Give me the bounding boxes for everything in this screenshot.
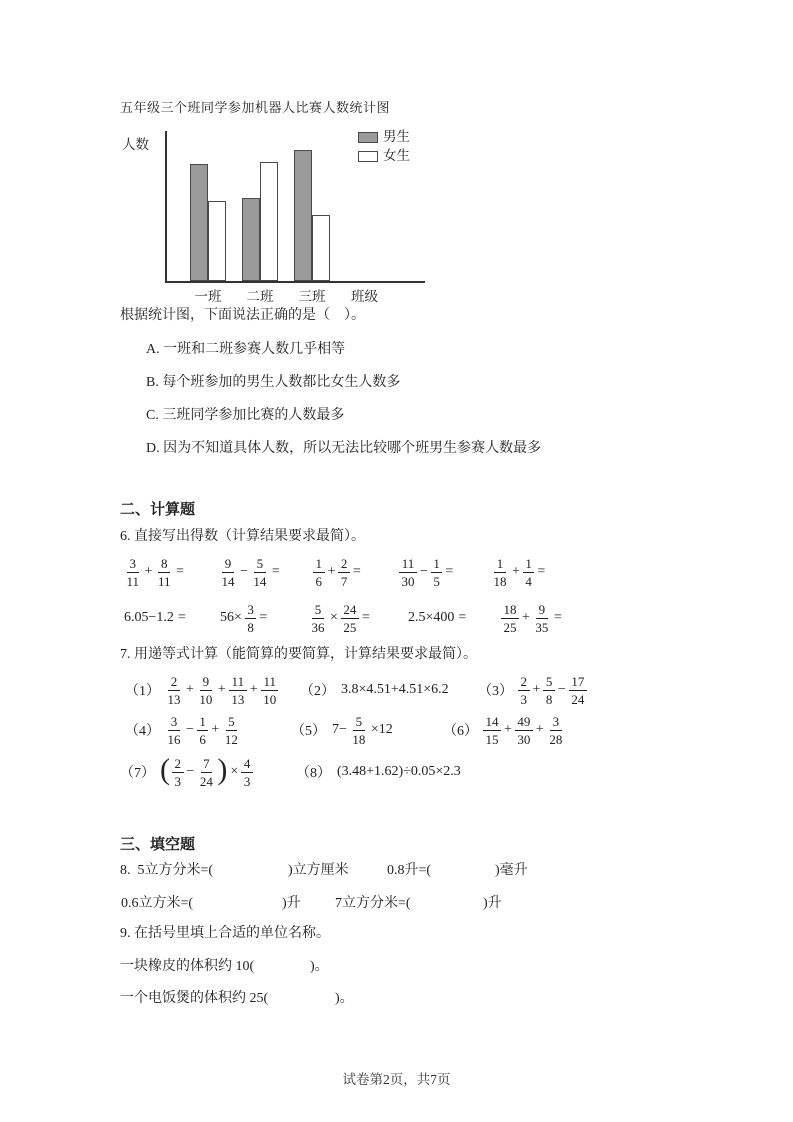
numbered-expression	[120, 752, 254, 792]
option-b: B. 每个班参加的男生人数都比女生人数多	[146, 375, 401, 390]
numbered-expression	[125, 712, 241, 748]
denominator: 3	[243, 773, 251, 789]
fraction	[155, 557, 173, 588]
math-text: =	[537, 564, 546, 579]
denominator: 8	[247, 619, 254, 635]
expression	[406, 600, 468, 636]
question7-intro: 7. 用递等式计算（能简算的要简算，计算结果要求最简）。	[120, 647, 477, 662]
question6-intro: 6. 直接写出得数（计算结果要求最简）。	[120, 529, 365, 544]
denominator: 5	[433, 573, 440, 589]
expression	[122, 600, 188, 636]
math-text: =	[458, 610, 467, 625]
fraction	[547, 715, 565, 746]
fill-blank-text: 一块橡皮的体积约 10(	[120, 959, 255, 974]
item-number: （6）	[443, 724, 478, 739]
numerator: 5	[226, 715, 238, 731]
denominator: 3	[174, 773, 181, 789]
page-footer: 试卷第2页，共7页	[342, 1072, 451, 1087]
denominator: 15	[485, 731, 499, 747]
expression	[490, 554, 547, 590]
numbered-expression	[296, 752, 463, 792]
fraction	[124, 557, 142, 588]
q6-expression-row-1	[0, 554, 793, 590]
y-axis	[165, 131, 167, 282]
denominator: 11	[157, 573, 171, 589]
fraction	[350, 715, 368, 746]
fraction	[197, 715, 209, 746]
option-a: A. 一班和二班参赛人数几乎相等	[146, 342, 346, 357]
numerator: 2	[168, 675, 180, 691]
math-text: 7−	[332, 722, 347, 737]
numerator: 4	[241, 757, 253, 773]
denominator: 8	[545, 691, 553, 707]
item-number: （3）	[478, 684, 513, 699]
q9-blank-line-1	[0, 958, 793, 978]
fraction	[515, 715, 533, 746]
question5-prompt: 根据统计图，下面说法正确的是（ ）。	[120, 308, 365, 323]
math-text: ×	[330, 610, 338, 625]
legend-label-female: 女生	[383, 148, 410, 163]
x-axis-title: 班级	[351, 289, 378, 304]
fraction	[543, 675, 555, 706]
denominator: 28	[549, 731, 563, 747]
math-text: +	[144, 564, 153, 579]
math-text: 56×	[220, 610, 242, 625]
fraction	[172, 757, 184, 788]
math-text: 6.05−1.2	[124, 610, 174, 625]
denominator: 25	[503, 619, 517, 635]
denominator: 6	[315, 573, 322, 589]
numerator: 5	[353, 715, 365, 731]
denominator: 24	[199, 773, 213, 789]
math-text: +	[522, 610, 530, 625]
denominator: 25	[343, 619, 357, 635]
section2-heading: 二、计算题	[120, 502, 196, 518]
fraction	[518, 675, 530, 706]
numerator: 17	[569, 675, 587, 691]
numerator: 49	[515, 715, 533, 731]
math-text: 2.5×400	[408, 610, 455, 625]
denominator: 10	[199, 691, 213, 707]
x-tick-label: 一班	[194, 289, 222, 304]
fraction	[431, 557, 443, 588]
numbered-expression	[125, 672, 280, 708]
math-text: +	[217, 682, 226, 697]
item-number: （8）	[296, 766, 331, 781]
numbered-expression	[300, 672, 451, 708]
numerator: 5	[543, 675, 555, 691]
fill-blank-text: )毫升	[495, 863, 528, 878]
expression	[218, 600, 269, 636]
fill-blank-text: 一个电饭煲的体积约 25(	[120, 991, 269, 1006]
math-text: −	[240, 564, 248, 579]
q9-blank-line-2	[0, 990, 793, 1010]
denominator: 30	[401, 573, 415, 589]
math-text: ×	[230, 764, 239, 779]
numerator: 9	[536, 603, 548, 619]
large-paren: )	[217, 753, 228, 786]
fill-blank-text: 7立方分米=(	[335, 896, 411, 911]
math-text: (3.48+1.62)÷0.05×2.3	[337, 764, 461, 779]
numerator: 1	[494, 557, 506, 573]
math-text: +	[327, 564, 336, 579]
item-number: （1）	[125, 684, 160, 699]
fill-blank-text: )立方厘米	[288, 863, 349, 878]
numerator: 11	[229, 675, 247, 691]
denominator: 35	[535, 619, 549, 635]
numerator: 9	[200, 675, 212, 691]
expression	[218, 554, 282, 590]
large-paren: (	[160, 753, 170, 786]
math-text: +	[512, 564, 520, 579]
numerator: 3	[550, 715, 562, 731]
numerator: 18	[501, 603, 519, 619]
fraction	[399, 557, 417, 588]
numerator: 5	[312, 603, 324, 619]
fraction	[338, 557, 350, 588]
fraction	[197, 757, 215, 788]
math-text: =	[352, 564, 361, 579]
denominator: 6	[199, 731, 206, 747]
question9-intro: 9. 在括号里填上合适的单位名称。	[120, 926, 330, 941]
item-number: （7）	[120, 766, 155, 781]
fraction	[219, 557, 237, 588]
numerator: 24	[341, 603, 359, 619]
denominator: 14	[253, 573, 267, 589]
denominator: 30	[517, 731, 531, 747]
legend-swatch-male	[358, 132, 378, 143]
denominator: 10	[263, 691, 277, 707]
numerator: 5	[254, 557, 266, 573]
chart-plot	[120, 95, 455, 310]
math-text: =	[271, 564, 280, 579]
fraction	[569, 675, 587, 706]
denominator: 18	[352, 731, 366, 747]
math-text: =	[445, 564, 454, 579]
fill-blank-text: )。	[335, 991, 354, 1006]
q8-blank-line-2	[0, 895, 793, 915]
numbered-expression	[478, 672, 588, 708]
math-text: +	[249, 682, 258, 697]
numbered-expression	[291, 712, 395, 748]
fill-blank-text: 0.8升=(	[387, 863, 432, 878]
fraction	[533, 603, 551, 634]
numerator: 3	[127, 557, 139, 573]
fill-blank-text: )。	[310, 959, 329, 974]
math-text: =	[259, 610, 268, 625]
numerator: 1	[313, 557, 325, 573]
denominator: 12	[224, 731, 238, 747]
fill-blank-text: )升	[483, 896, 502, 911]
bar-male-class2	[242, 198, 260, 281]
denominator: 7	[340, 573, 348, 589]
denominator: 3	[520, 691, 527, 707]
fraction	[523, 557, 535, 588]
math-text: −	[186, 764, 195, 779]
fraction	[241, 757, 253, 788]
fraction	[165, 715, 183, 746]
chart-title: 五年级三个班同学参加机器人比赛人数统计图	[120, 100, 391, 115]
math-text: +	[535, 722, 544, 737]
math-text: −	[420, 564, 428, 579]
denominator: 18	[493, 573, 507, 589]
math-text: +	[186, 682, 194, 697]
bar-chart	[120, 95, 455, 310]
fraction	[491, 557, 509, 588]
numerator: 2	[338, 557, 350, 573]
math-text: =	[361, 610, 370, 625]
numerator: 1	[431, 557, 443, 573]
bar-female-class2	[260, 162, 278, 281]
fill-blank-text: 8. 5立方分米=(	[120, 863, 214, 878]
q6-expression-row-2	[0, 600, 793, 636]
q7-expression-row-2	[0, 712, 793, 748]
numerator: 9	[222, 557, 234, 573]
fraction	[501, 603, 519, 634]
fraction	[483, 715, 501, 746]
expression	[308, 600, 372, 636]
numerator: 14	[483, 715, 501, 731]
math-text: =	[177, 610, 186, 625]
fraction	[261, 675, 279, 706]
x-tick-label: 三班	[298, 289, 326, 304]
legend-swatch-female	[358, 151, 378, 162]
fraction	[251, 557, 269, 588]
fraction	[165, 675, 183, 706]
item-number: （2）	[300, 684, 335, 699]
numerator: 2	[172, 757, 184, 773]
bar-male-class3	[294, 150, 312, 281]
q7-expression-row-3	[0, 752, 793, 792]
legend-label-male: 男生	[383, 129, 410, 144]
denominator: 13	[167, 691, 181, 707]
denominator: 11	[126, 573, 140, 589]
section3-heading: 三、填空题	[120, 837, 196, 853]
fill-blank-text: 0.6立方米=(	[121, 896, 194, 911]
math-text: =	[553, 610, 562, 625]
fraction	[229, 675, 247, 706]
q7-expression-row-1	[0, 672, 793, 708]
fraction	[341, 603, 359, 634]
bar-female-class1	[208, 201, 226, 281]
math-text: +	[532, 682, 541, 697]
fraction	[309, 603, 327, 634]
item-number: （4）	[125, 724, 160, 739]
denominator: 24	[571, 691, 585, 707]
fraction	[222, 715, 240, 746]
q8-blank-line-1	[0, 862, 793, 882]
fraction	[313, 557, 325, 588]
math-text: +	[504, 722, 512, 737]
numerator: 8	[158, 557, 170, 573]
option-d: D. 因为不知道具体人数，所以无法比较哪个班男生参赛人数最多	[146, 441, 542, 456]
numerator: 11	[399, 557, 417, 573]
numerator: 3	[245, 603, 257, 619]
bar-male-class1	[190, 164, 208, 281]
fill-blank-text: )升	[282, 896, 301, 911]
item-number: （5）	[291, 724, 326, 739]
denominator: 13	[231, 691, 245, 707]
numerator: 2	[518, 675, 530, 691]
numerator: 11	[261, 675, 279, 691]
x-axis	[165, 281, 425, 283]
math-text: =	[175, 564, 184, 579]
numbered-expression	[443, 712, 566, 748]
expression	[500, 600, 564, 636]
denominator: 4	[525, 573, 532, 589]
expression	[398, 554, 455, 590]
y-axis-title: 人数	[122, 137, 149, 152]
expression	[312, 554, 363, 590]
math-text: 3.8×4.51+4.51×6.2	[341, 682, 449, 697]
x-tick-label: 二班	[246, 289, 274, 304]
numerator: 7	[201, 757, 213, 773]
math-text: −	[186, 722, 194, 737]
fraction	[197, 675, 215, 706]
fraction	[245, 603, 257, 634]
denominator: 36	[311, 619, 325, 635]
math-text: −	[557, 682, 566, 697]
expression	[123, 554, 186, 590]
numerator: 1	[523, 557, 535, 573]
bar-female-class3	[312, 215, 330, 281]
denominator: 14	[221, 573, 235, 589]
numerator: 3	[168, 715, 180, 731]
math-text: +	[211, 722, 220, 737]
numerator: 1	[197, 715, 209, 731]
option-c: C. 三班同学参加比赛的人数最多	[146, 408, 345, 423]
denominator: 16	[167, 731, 181, 747]
math-text: ×12	[370, 722, 393, 737]
